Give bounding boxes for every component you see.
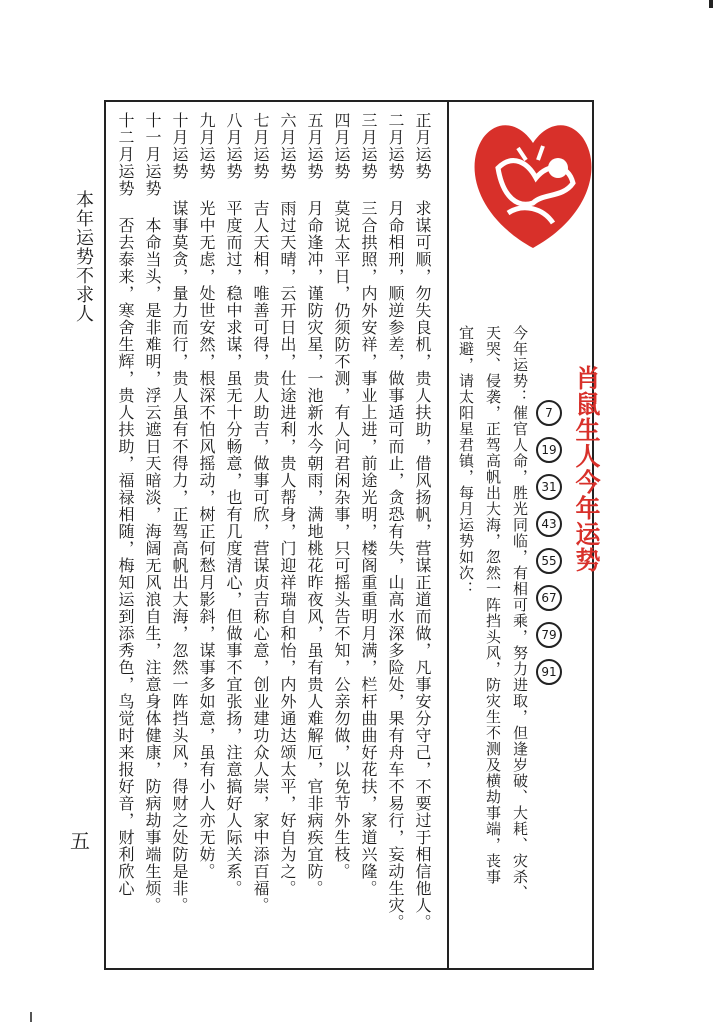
age-badge: 31 <box>536 474 562 500</box>
page-number: 五 <box>70 829 90 853</box>
age-badge: 79 <box>536 622 562 648</box>
monthly-fortunes <box>112 112 436 952</box>
month-fortune: 八月运势 平度而过，稳中求谋，虽无十分畅意，也有几度清心，但做事不宜张扬，注意搞好人际关系。 <box>224 112 243 897</box>
scan-mark <box>30 1012 32 1022</box>
month-fortune: 十二月运势 否去泰来，寒舍生辉，贵人扶助，福禄相随，梅知运到添秀色，鸟觉时来报好音，财利欣心 <box>116 112 135 897</box>
age-badge: 67 <box>536 585 562 611</box>
scan-mark <box>709 0 713 8</box>
month-fortune: 六月运势 雨过天晴，云开日出，仕途进利，贵人帮身，门迎祥瑞自和怡，内外通达颂太平，好自为之。 <box>278 112 297 897</box>
age-badge: 7 <box>536 400 562 426</box>
month-fortune: 七月运势 吉人天相，唯善可得，贵人助吉，做事可欣，营谋贞吉称心意，创业建功众人崇，家中添百福。 <box>251 112 270 914</box>
summary-line: 宜避，请太阳星君镇，每月运势如次： <box>457 325 475 597</box>
month-fortune: 五月运势 月命逢冲，谨防灾星，一池新水今朝雨，满地桃花昨夜风，虽有贵人难解厄，官非病疾宜防。 <box>305 112 324 897</box>
age-badge: 91 <box>536 659 562 685</box>
column-divider <box>447 100 449 970</box>
month-fortune: 三月运势 三合拱照，内外安祥，事业上进，前途光明，楼阁重重明月满，栏杆曲曲好花扶，家道兴隆。 <box>359 112 378 897</box>
month-fortune: 二月运势 月命相刑，顺逆参差，做事适可而止，贪恐有失，山高水深多险处，果有舟车不易行，妄动生灾。 <box>386 112 405 931</box>
rat-seal-icon <box>458 108 608 258</box>
month-fortune: 十月运势 谋事莫贪，量力而行，贵人虽有不得力，正驾高帆出大海，忽然一阵挡头风，得财之处防是非。 <box>170 112 189 914</box>
month-fortune: 四月运势 莫说太平日，仍须防不测，有人问君闲杂事，只可摇头告不知，公亲勿做，以免节外生枝。 <box>332 112 351 880</box>
age-badge: 55 <box>536 548 562 574</box>
month-fortune: 九月运势 光中无虑，处世安然，根深不怕风摇动，树正何愁月影斜，谋事多如意，虽有小人亦无妨。 <box>197 112 216 880</box>
age-badge: 19 <box>536 437 562 463</box>
summary-line: 天哭、侵袭，正驾高帆出大海，忽然一阵挡头风，防灾生不测及横劫事端，丧事 <box>484 325 502 885</box>
age-badge: 43 <box>536 511 562 537</box>
ages-list <box>536 400 566 696</box>
month-fortune: 正月运势 求谋可顺，勿失良机，贵人扶助，借风扬帆，营谋正道而做，凡事安分守己，不要过于相信他人。 <box>413 112 432 931</box>
page-title: 肖鼠生人今年运势 <box>572 365 601 573</box>
summary-line: 今年运势：催官人命，胜光同临，有相可乘，努力进取，但逢岁破、大耗、灾杀、 <box>511 325 529 901</box>
month-fortune: 十一月运势 本命当头，是非难明，浮云遮日天暗淡，海阔无风浪自生，注意身体健康，防病劫事端生烦。 <box>143 112 162 914</box>
running-head: 本年运势不求人 <box>73 190 94 323</box>
year-summary <box>452 325 533 945</box>
